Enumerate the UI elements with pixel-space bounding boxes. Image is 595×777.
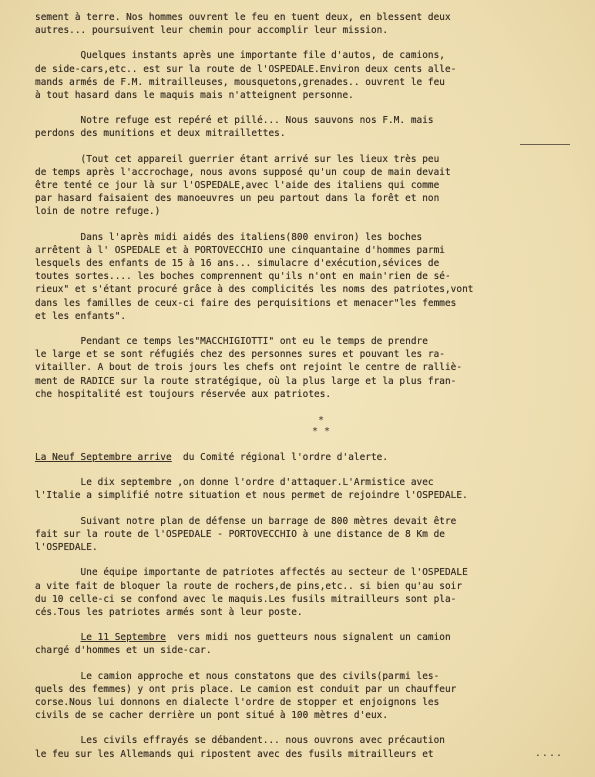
paragraph-1: sement à terre. Nos hommes ouvrent le feu en tuent deux, en blessent deux autres... poursuivent leur chemin pour accomplir leur mission.	[35, 12, 451, 37]
paragraph-neuf-text: du Comité régional l'ordre d'alerte.	[171, 452, 389, 464]
continuation-marker: ....	[534, 748, 563, 759]
date-heading-9-sept: La Neuf Septembre arrive	[35, 452, 172, 464]
paragraph-4: (Tout cet appareil guerrier étant arrivé sur les lieux très peu de temps après l'accrochage, nous avons supposé qu'un coup de main devait être tenté ce jour là sur l'OSPEDALE,avec l'aide des italiens qui comme par hasard faisaient des manoeuvres un peu partout dans la forêt et non loin de notre refuge.)	[35, 153, 451, 218]
section-separator: * * *	[311, 415, 331, 438]
paragraph-onze-text: vers midi nos guetteurs nous signalent un camion chargé d'hommes et un side-car.	[35, 632, 451, 657]
paragraph-neuf-septembre	[35, 451, 577, 464]
paragraph-7: Le dix septembre ,on donne l'ordre d'attaquer.L'Armistice avec l'Italie a simplifié notre situation et nous permet de rejoindre l'OSPEDALE.	[35, 477, 468, 502]
paragraph-11: Les civils effrayés se débandent... nous ouvrons avec précaution le feu sur les Allemands qui ripostent avec des fusils mitrailleurs et	[35, 735, 445, 760]
paragraph-6: Pendant ce temps les"MACCHIGIOTTI" ont eu le temps de prendre le large et se sont réfugiés chez des personnes sures et pouvant les ra- vitailler. A bout de trois jours les chefs ont rejoint le centre de ralliè- ment de RADICE sur la route stratégique, où la plus large et la plus fran- che hospitalité est toujours réservée aux patriotes.	[35, 336, 463, 400]
paragraph-5: Dans l'après midi aidés des italiens(800 environ) les boches arrêtent à l' OSPEDALE et à PORTOVECCHIO une cinquantaine d'hommes parmi lesquels des enfants de 15 à 16 ans... simulacre d'exécution,sévices de toutes sortes.... les boches comprennent qu'ils n'ont en main'rien de sé- rieux" et s'étant procuré grâce à des complicités les noms des patriotes,vont dans les familles de ceux-ci faire des perquisitions et menacer"les femmes et les enfants".	[35, 231, 474, 322]
ink-mark	[520, 144, 570, 145]
paragraph-9: Une équipe importante de patriotes affectés au secteur de l'OSPEDALE a vite fait de bloquer la route de rochers,de pins,etc.. si bien qu'au soir du 10 celle-ci se confond avec le maquis.Les fusils mitrailleurs sont pla- cés.Tous les patriotes armés sont à leur poste.	[35, 567, 468, 618]
paragraph-2: Quelques instants après une importante file d'autos, de camions, de side-cars,etc.. est sur la route de l'OSPEDALE.Environ deux cents alle- mands armés de F.M. mitrailleuses, mousquetons,grenades.. ouvrent le feu à tout hasard dans le maquis mais n'atteignent personne.	[35, 50, 457, 102]
paragraph-onze-septembre	[35, 631, 577, 657]
paragraph-8: Suivant notre plan de défense un barrage de 800 mètres devait être fait sur la route de l'OSPEDALE - PORTOVECCHIO à une distance de 8 Km de l'OSPEDALE.	[35, 515, 457, 554]
paragraph-10: Le camion approche et nous constatons que des civils(parmi les- quels des femmes) y ont pris place. Le camion est conduit par un chauffeur corse.Nous lui donnons en dialecte l'ordre de stopper et enjoignons les civils de se cacher derrière un pont situé à 100 mètres d'eux.	[35, 670, 457, 722]
date-heading-11-sept: Le 11 Septembre	[80, 632, 166, 644]
paragraph-3: Notre refuge est repéré et pillé... Nous sauvons nos F.M. mais perdons des munitions et deux mitraillettes.	[35, 115, 434, 140]
